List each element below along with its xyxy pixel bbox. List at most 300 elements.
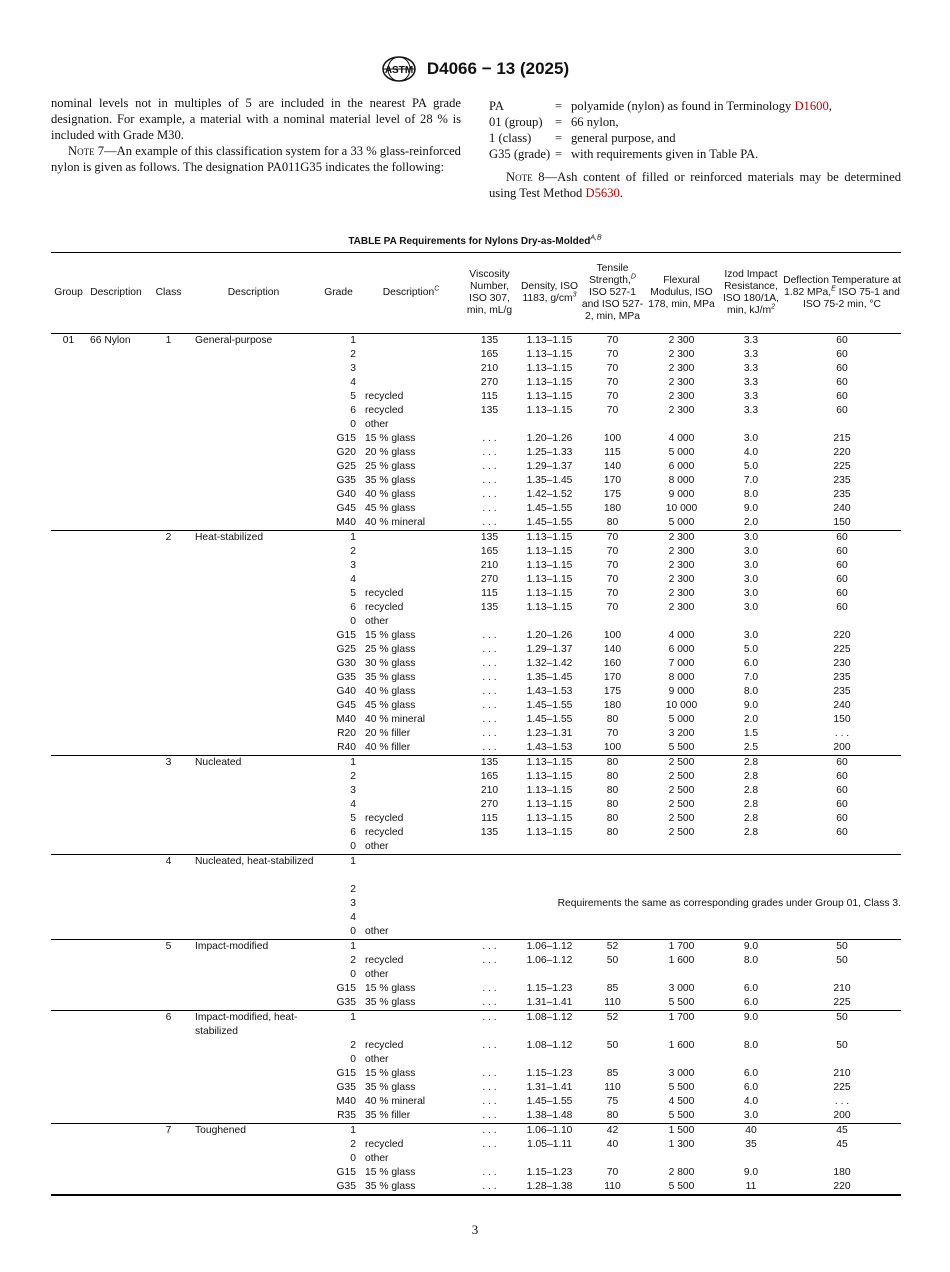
cell-viscosity	[461, 418, 518, 432]
cell-class-description	[191, 629, 316, 643]
cell-tensile: 40	[606, 1139, 619, 1150]
cell-grade: 0	[350, 926, 356, 937]
cell-group	[51, 488, 86, 502]
cell-izod: 9.0	[743, 503, 759, 514]
cell-class-description	[191, 925, 316, 940]
cell-class-description	[191, 1166, 316, 1180]
cell-grade-description: 25 % glass	[365, 644, 416, 655]
cell-grade: G35	[336, 1082, 356, 1093]
cell-class-description	[191, 1067, 316, 1081]
cell-grade-description: other	[365, 1153, 389, 1164]
cell-density	[518, 925, 581, 940]
cell-deflection	[783, 883, 901, 897]
cell-deflection: 225	[833, 461, 851, 472]
cell-viscosity: . . .	[482, 1139, 497, 1150]
cell-class: 4	[146, 855, 191, 884]
cell-group-description	[86, 474, 146, 488]
table-row	[51, 376, 901, 390]
cell-tensile: 50	[606, 1040, 619, 1051]
cell-grade-description: 15 % glass	[365, 983, 416, 994]
cell-group	[51, 601, 86, 615]
cell-group-description	[86, 741, 146, 756]
cell-class	[146, 348, 191, 362]
cell-tensile: 42	[581, 1124, 644, 1139]
cell-tensile: 75	[606, 1096, 619, 1107]
cell-deflection: 60	[836, 560, 848, 571]
equals-sign: =	[555, 131, 563, 145]
definition-text: general purpose, and	[571, 131, 676, 145]
cell-izod: 8.0	[743, 955, 759, 966]
cell-class-description	[191, 1138, 316, 1152]
cell-class-description	[191, 968, 316, 982]
definition-row	[489, 130, 901, 146]
cell-izod	[719, 911, 783, 925]
table-row	[51, 713, 901, 727]
cell-group-description	[86, 559, 146, 573]
cell-grade: 0	[350, 1054, 356, 1065]
cell-group	[51, 516, 86, 531]
cell-grade: G45	[336, 503, 356, 514]
cell-deflection	[783, 968, 901, 982]
cell-class-description	[191, 474, 316, 488]
cell-grade-description	[361, 362, 461, 376]
cell-density	[518, 1053, 581, 1067]
cell-izod: 3.0	[743, 1110, 759, 1121]
cell-class-description	[191, 1095, 316, 1109]
cell-group	[51, 883, 86, 897]
cell-tensile: 80	[606, 714, 619, 725]
cell-flexural: 2 300	[668, 546, 695, 557]
cell-density	[518, 840, 581, 855]
cell-grade: 6	[350, 405, 356, 416]
cell-grade-description: recycled	[365, 391, 404, 402]
cell-grade-description: 30 % glass	[365, 658, 416, 669]
cell-flexural: 3 000	[668, 983, 695, 994]
cell-grade-description: 40 % glass	[365, 686, 416, 697]
cell-flexural	[644, 968, 719, 982]
cell-class-description	[191, 1053, 316, 1067]
cell-grade-description: 35 % glass	[365, 997, 416, 1008]
cell-density: 1.20–1.26	[526, 630, 573, 641]
cell-grade-description	[361, 559, 461, 573]
col-group: Group	[51, 253, 86, 334]
cell-izod	[719, 1152, 783, 1166]
cell-viscosity: 165	[480, 771, 499, 782]
cell-group	[51, 629, 86, 643]
cell-group	[51, 446, 86, 460]
cell-group-description	[86, 601, 146, 615]
cell-group-description	[86, 545, 146, 559]
cell-viscosity: 165	[480, 349, 499, 360]
cell-grade: G25	[336, 644, 356, 655]
cell-deflection: 235	[833, 686, 851, 697]
cell-group-description	[86, 643, 146, 657]
cell-viscosity: . . .	[482, 672, 497, 683]
cell-class-description: Impact-modified, heat-stabilized	[191, 1011, 316, 1040]
cell-grade: 1	[316, 940, 361, 955]
cell-group	[51, 671, 86, 685]
cell-class-description	[191, 657, 316, 671]
table-row	[51, 954, 901, 968]
cell-class-description: General-purpose	[195, 335, 273, 346]
cell-class	[146, 713, 191, 727]
cell-viscosity	[461, 911, 518, 925]
cell-class	[146, 727, 191, 741]
requirements-table	[51, 252, 901, 1196]
cell-grade: G15	[336, 1068, 356, 1079]
cell-class-description	[191, 559, 316, 573]
cell-density: 1.13–1.15	[526, 785, 573, 796]
cell-izod: 4.0	[743, 1096, 759, 1107]
cell-viscosity	[461, 968, 518, 982]
cell-izod	[719, 418, 783, 432]
table-row	[51, 770, 901, 784]
cell-group	[51, 1166, 86, 1180]
cell-class-description	[191, 713, 316, 727]
note-7: Note 7—An example of this classification system for a 33 % glass-reinforced nylon is given as follows. The designation PA011G35 indicates the following:	[51, 144, 461, 174]
cell-tensile: 140	[603, 644, 622, 655]
cell-grade-description	[361, 545, 461, 559]
cell-density: 1.45–1.55	[526, 714, 573, 725]
cell-tensile: 70	[606, 349, 619, 360]
cell-class	[146, 1109, 191, 1124]
cell-izod	[719, 1053, 783, 1067]
cell-grade-description: recycled	[365, 602, 404, 613]
cell-izod: 2.8	[743, 785, 759, 796]
cell-deflection: 60	[836, 602, 848, 613]
cell-grade-description: recycled	[365, 813, 404, 824]
cell-deflection: 200	[833, 742, 851, 753]
cell-group	[51, 756, 86, 771]
col-deflection: Deflection Temperature at 1.82 MPa,$^E$ ISO 75-1 and ISO 75-2 min, °C	[783, 253, 901, 334]
cell-tensile: 180	[603, 503, 622, 514]
cell-deflection: 60	[783, 756, 901, 771]
cell-class	[146, 460, 191, 474]
cell-density: 1.13–1.15	[518, 531, 581, 546]
table-row	[51, 629, 901, 643]
cell-class	[146, 954, 191, 968]
cell-tensile: 115	[604, 447, 621, 458]
cell-grade: 2	[350, 546, 356, 557]
cell-density: 1.13–1.15	[526, 813, 573, 824]
cell-group	[51, 699, 86, 713]
cell-izod	[719, 925, 783, 940]
cell-izod: 9.0	[743, 1167, 759, 1178]
cell-density: 1.13–1.15	[526, 363, 573, 374]
cell-deflection: 235	[833, 672, 851, 683]
cell-grade: 6	[350, 827, 356, 838]
cell-group-description	[86, 432, 146, 446]
cell-grade: 2	[350, 955, 356, 966]
cell-grade: G15	[336, 983, 356, 994]
cell-viscosity: . . .	[482, 517, 497, 528]
col-class-description: Description	[191, 253, 316, 334]
cell-class-description	[191, 1152, 316, 1166]
cell-grade: 4	[350, 912, 356, 923]
col-izod: Izod Impact Resistance, ISO 180/1A, min, $kJ/m^2$	[719, 253, 783, 334]
cell-grade-description	[361, 883, 461, 897]
cell-group-description	[86, 954, 146, 968]
cell-grade: 1	[316, 855, 361, 884]
cell-group	[51, 573, 86, 587]
table-row	[51, 1039, 901, 1053]
d5630-link[interactable]: D5630	[585, 186, 620, 200]
cell-izod: 5.0	[743, 461, 759, 472]
cell-class	[146, 784, 191, 798]
definition-row	[489, 146, 901, 162]
cell-izod: 5.0	[743, 644, 759, 655]
cell-izod: 2.5	[743, 742, 759, 753]
table-row	[51, 798, 901, 812]
cell-class	[146, 798, 191, 812]
cell-viscosity: . . .	[482, 475, 497, 486]
cell-viscosity: . . .	[482, 1068, 497, 1079]
cell-grade: G40	[336, 489, 356, 500]
cell-flexural: 5 000	[668, 517, 695, 528]
cell-density: 1.43–1.53	[526, 742, 573, 753]
cell-group	[51, 954, 86, 968]
cell-izod: 3.0	[743, 630, 759, 641]
cell-flexural: 5 500	[668, 1110, 695, 1121]
table-row	[51, 812, 901, 826]
cell-tensile	[581, 855, 644, 884]
d1600-link[interactable]: D1600	[794, 99, 829, 113]
cell-class	[146, 376, 191, 390]
cell-group-description	[86, 615, 146, 629]
cell-grade: R35	[337, 1110, 356, 1121]
cell-class-description	[191, 840, 316, 855]
cell-deflection: 60	[836, 827, 848, 838]
cell-class-description	[191, 615, 316, 629]
cell-class	[146, 1180, 191, 1195]
cell-grade: 2	[350, 349, 356, 360]
cell-grade: 0	[350, 969, 356, 980]
cell-flexural	[644, 855, 719, 884]
cell-group	[51, 897, 86, 911]
cell-group	[51, 559, 86, 573]
cell-tensile	[581, 615, 644, 629]
cell-class	[146, 432, 191, 446]
cell-group-description	[86, 855, 146, 884]
cell-deflection: 235	[833, 489, 851, 500]
cell-viscosity: . . .	[482, 447, 497, 458]
cell-class	[146, 812, 191, 826]
cell-grade: 0	[350, 616, 356, 627]
cell-flexural: 2 300	[668, 405, 695, 416]
cell-class-description	[191, 826, 316, 840]
cell-density: 1.13–1.15	[526, 405, 573, 416]
cell-grade-description	[361, 784, 461, 798]
cell-density: 1.29–1.37	[526, 644, 573, 655]
cell-group-description	[86, 982, 146, 996]
cell-group-description	[86, 516, 146, 531]
cell-tensile	[581, 840, 644, 855]
cell-flexural	[644, 1152, 719, 1166]
cell-tensile: 70	[606, 602, 619, 613]
equals-sign: =	[555, 99, 563, 113]
cell-grade-description	[361, 798, 461, 812]
cell-class-description	[191, 1180, 316, 1195]
cell-tensile: 70	[581, 531, 644, 546]
cell-flexural: 1 700	[644, 1011, 719, 1040]
cell-deflection: 215	[833, 433, 851, 444]
cell-flexural	[644, 615, 719, 629]
cell-grade-description: recycled	[365, 405, 404, 416]
cell-class: 3	[146, 756, 191, 771]
cell-group-description	[86, 1039, 146, 1053]
cell-izod: 3.3	[743, 335, 759, 346]
cell-grade-description	[361, 376, 461, 390]
table-row	[51, 1053, 901, 1067]
cell-grade-description: recycled	[365, 827, 404, 838]
cell-grade: G45	[336, 700, 356, 711]
cell-class-description	[191, 727, 316, 741]
cell-group-description	[86, 840, 146, 855]
cell-group-description	[86, 1081, 146, 1095]
cell-flexural: 2 300	[668, 391, 695, 402]
table-header-row	[51, 253, 901, 334]
cell-viscosity: 165	[480, 546, 499, 557]
cell-class	[146, 996, 191, 1011]
definition-text: polyamide (nylon) as found in Terminology D1600,	[571, 99, 832, 113]
cell-grade: 2	[350, 1139, 356, 1150]
cell-grade-description: 35 % glass	[365, 475, 416, 486]
cell-tensile: 100	[603, 433, 622, 444]
cell-flexural	[644, 840, 719, 855]
cell-group	[51, 643, 86, 657]
cell-density: 1.31–1.41	[526, 1082, 573, 1093]
cell-flexural	[644, 925, 719, 940]
cell-deflection: 60	[836, 349, 848, 360]
cell-class-description	[191, 446, 316, 460]
cell-tensile: 80	[606, 799, 619, 810]
cell-viscosity	[461, 615, 518, 629]
cell-class-description	[191, 404, 316, 418]
cell-group	[51, 784, 86, 798]
cell-izod: 3.3	[743, 349, 759, 360]
cell-grade-description: 25 % glass	[365, 461, 416, 472]
cell-class-description: Heat-stabilized	[191, 531, 316, 546]
cell-flexural: 5 500	[668, 1082, 695, 1093]
cell-viscosity: . . .	[482, 433, 497, 444]
cell-izod: 3.3	[743, 405, 759, 416]
cell-group-description	[86, 404, 146, 418]
cell-group	[51, 770, 86, 784]
cell-tensile	[581, 883, 644, 897]
cell-flexural: 9 000	[668, 489, 695, 500]
cell-grade-description	[361, 573, 461, 587]
same-requirements-note: Requirements the same as corresponding grades under Group 01, Class 3.	[557, 898, 901, 909]
cell-grade-description	[361, 855, 461, 884]
cell-viscosity: . . .	[482, 658, 497, 669]
cell-class	[146, 545, 191, 559]
cell-izod: 3.0	[719, 531, 783, 546]
cell-class-description	[191, 1081, 316, 1095]
cell-grade: 4	[350, 799, 356, 810]
table-row	[51, 699, 901, 713]
cell-izod: 8.0	[743, 489, 759, 500]
cell-grade-description	[361, 897, 461, 911]
table-row	[51, 559, 901, 573]
cell-tensile: 80	[606, 813, 619, 824]
table-row	[51, 362, 901, 376]
cell-class-description	[191, 741, 316, 756]
designation-definitions	[489, 98, 901, 162]
cell-grade-description: 45 % glass	[365, 700, 416, 711]
cell-viscosity: 135	[461, 531, 518, 546]
cell-izod: 6.0	[743, 1082, 759, 1093]
cell-class	[146, 925, 191, 940]
cell-class	[146, 968, 191, 982]
cell-grade: M40	[335, 714, 356, 725]
cell-density: 1.13–1.15	[526, 799, 573, 810]
cell-group-description	[86, 713, 146, 727]
cell-viscosity: . . .	[482, 686, 497, 697]
cell-grade-description: 40 % mineral	[365, 517, 426, 528]
table-row	[51, 727, 901, 741]
cell-izod: 2.8	[719, 756, 783, 771]
cell-density: 1.38–1.48	[526, 1110, 573, 1121]
cell-viscosity	[461, 1152, 518, 1166]
cell-tensile: 80	[606, 785, 619, 796]
cell-deflection: 60	[783, 531, 901, 546]
cell-flexural: 8 000	[668, 475, 695, 486]
cell-group	[51, 798, 86, 812]
cell-grade: 1	[350, 335, 356, 346]
cell-flexural: 2 300	[668, 602, 695, 613]
cell-flexural	[644, 883, 719, 897]
cell-group	[51, 855, 86, 884]
cell-grade-description: 40 % mineral	[365, 1096, 426, 1107]
cell-class	[146, 897, 191, 911]
table-caption: TABLE PA Requirements for Nylons Dry-as-Molded$^{A,B}$	[348, 234, 602, 247]
cell-class	[146, 643, 191, 657]
cell-group-description	[86, 1124, 146, 1139]
table-row	[51, 784, 901, 798]
cell-viscosity	[461, 1053, 518, 1067]
cell-group	[51, 1152, 86, 1166]
cell-group-description	[86, 390, 146, 404]
cell-density: 1.25–1.33	[526, 447, 573, 458]
cell-class: 5	[146, 940, 191, 955]
cell-grade: 0	[350, 841, 356, 852]
cell-class-description: Toughened	[191, 1124, 316, 1139]
cell-grade-description: 45 % glass	[365, 503, 416, 514]
cell-group-description	[86, 727, 146, 741]
cell-density: 1.32–1.42	[526, 658, 573, 669]
cell-group	[51, 418, 86, 432]
cell-group	[51, 925, 86, 940]
cell-group-description	[86, 1053, 146, 1067]
cell-tensile: 70	[606, 560, 619, 571]
cell-density	[518, 418, 581, 432]
cell-viscosity: 135	[480, 602, 499, 613]
cell-viscosity: . . .	[482, 630, 497, 641]
cell-viscosity: . . .	[461, 1180, 518, 1195]
cell-deflection	[783, 1053, 901, 1067]
cell-grade: 4	[350, 377, 356, 388]
cell-density: 1.23–1.31	[526, 728, 573, 739]
cell-viscosity: . . .	[482, 728, 497, 739]
cell-izod: 2.8	[743, 771, 759, 782]
cell-deflection: . . .	[834, 728, 850, 739]
cell-density: 1.13–1.15	[526, 574, 573, 585]
cell-grade: 3	[350, 785, 356, 796]
document-title: D4066 − 13 (2025)	[426, 59, 570, 78]
cell-group-description	[86, 446, 146, 460]
cell-grade-description	[361, 334, 461, 349]
cell-flexural: 6 000	[668, 644, 695, 655]
